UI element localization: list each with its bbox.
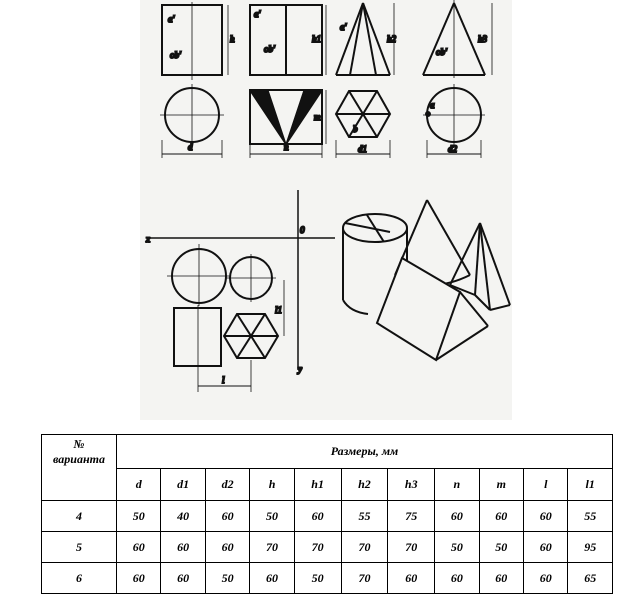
- column-header: l: [524, 469, 568, 501]
- sizes-header: Размеры, мм: [117, 435, 613, 469]
- column-header: m: [479, 469, 523, 501]
- value-cell: 60: [435, 563, 479, 594]
- dim-l1-label: l1: [275, 305, 283, 315]
- prism-top-view: [250, 90, 326, 158]
- dim-h3-label: h3: [478, 34, 487, 44]
- origin-label: 0: [300, 225, 305, 235]
- layout-circles: [167, 244, 276, 306]
- point-b-label: b: [353, 124, 358, 134]
- value-cell: 70: [294, 532, 341, 563]
- column-header: l1: [568, 469, 613, 501]
- variant-cell: 4: [42, 501, 117, 532]
- point-a-prime-label: a': [168, 14, 175, 24]
- dim-m-label: m: [314, 112, 321, 122]
- point-a-label: a: [430, 100, 435, 110]
- point-a-prime-label-2: a': [254, 9, 261, 19]
- table-row: [42, 563, 613, 594]
- value-cell: 65: [568, 563, 613, 594]
- value-cell: 70: [250, 532, 294, 563]
- cone-front-view: [423, 0, 492, 78]
- cylinder-top-view: [160, 84, 224, 158]
- value-cell: 60: [524, 563, 568, 594]
- column-header: d: [117, 469, 161, 501]
- variant-header-word: варианта: [53, 452, 105, 466]
- table-body: [42, 501, 613, 594]
- value-cell: 70: [341, 532, 388, 563]
- value-cell: 55: [568, 501, 613, 532]
- cylinder-front-view: [162, 2, 235, 80]
- column-headers-row: [42, 469, 613, 501]
- value-cell: 70: [388, 532, 435, 563]
- value-cell: 50: [205, 563, 249, 594]
- dim-h2-label: h2: [387, 34, 396, 44]
- dim-n-label: n: [284, 142, 289, 152]
- variant-header: [42, 435, 117, 501]
- value-cell: 55: [341, 501, 388, 532]
- value-cell: 60: [388, 563, 435, 594]
- y-axis-label: y: [298, 364, 302, 374]
- value-cell: 60: [117, 563, 161, 594]
- column-header: d1: [161, 469, 205, 501]
- value-cell: 60: [479, 563, 523, 594]
- point-a-prime-label-3: a': [340, 22, 347, 32]
- dim-l-label: l: [222, 375, 225, 385]
- cone-top-view: [423, 84, 485, 158]
- value-cell: 50: [479, 532, 523, 563]
- value-cell: 60: [205, 501, 249, 532]
- value-cell: 50: [250, 501, 294, 532]
- value-cell: 60: [435, 501, 479, 532]
- dim-h1-label: h1: [312, 34, 321, 44]
- point-b-prime-label-4: ob': [436, 47, 447, 57]
- column-header: h: [250, 469, 294, 501]
- value-cell: 70: [341, 563, 388, 594]
- dim-h-label: h: [230, 34, 235, 44]
- value-cell: 60: [524, 532, 568, 563]
- column-header: h2: [341, 469, 388, 501]
- dim-d2-label: d2: [448, 144, 457, 154]
- value-cell: 50: [294, 563, 341, 594]
- point-b-prime-label: ob': [170, 50, 181, 60]
- value-cell: 75: [388, 501, 435, 532]
- variant-cell: 5: [42, 532, 117, 563]
- isometric-composition: [343, 200, 510, 360]
- column-header: n: [435, 469, 479, 501]
- value-cell: 60: [117, 532, 161, 563]
- value-cell: 50: [435, 532, 479, 563]
- value-cell: 60: [205, 532, 249, 563]
- point-b-prime-label-2: ob': [264, 44, 275, 54]
- prism-front-view: [250, 5, 326, 75]
- value-cell: 95: [568, 532, 613, 563]
- column-header: h3: [388, 469, 435, 501]
- x-axis-label: x: [146, 234, 150, 244]
- variant-header-number: №: [73, 437, 85, 451]
- dimensions-table: [41, 434, 613, 594]
- column-header: h1: [294, 469, 341, 501]
- hex-pyramid-front-view: [336, 3, 397, 75]
- value-cell: 60: [250, 563, 294, 594]
- column-header: d2: [205, 469, 249, 501]
- technical-drawing: [140, 0, 512, 420]
- dim-d1-label: d1: [358, 144, 367, 154]
- layout-rectangle: [174, 305, 221, 370]
- value-cell: 50: [117, 501, 161, 532]
- value-cell: 60: [161, 563, 205, 594]
- value-cell: 60: [161, 532, 205, 563]
- table-row: [42, 501, 613, 532]
- dim-d-label: d: [188, 142, 193, 152]
- variant-cell: 6: [42, 563, 117, 594]
- hex-pyramid-top-view: [336, 91, 390, 158]
- value-cell: 40: [161, 501, 205, 532]
- table-row: [42, 532, 613, 563]
- value-cell: 60: [524, 501, 568, 532]
- value-cell: 60: [479, 501, 523, 532]
- value-cell: 60: [294, 501, 341, 532]
